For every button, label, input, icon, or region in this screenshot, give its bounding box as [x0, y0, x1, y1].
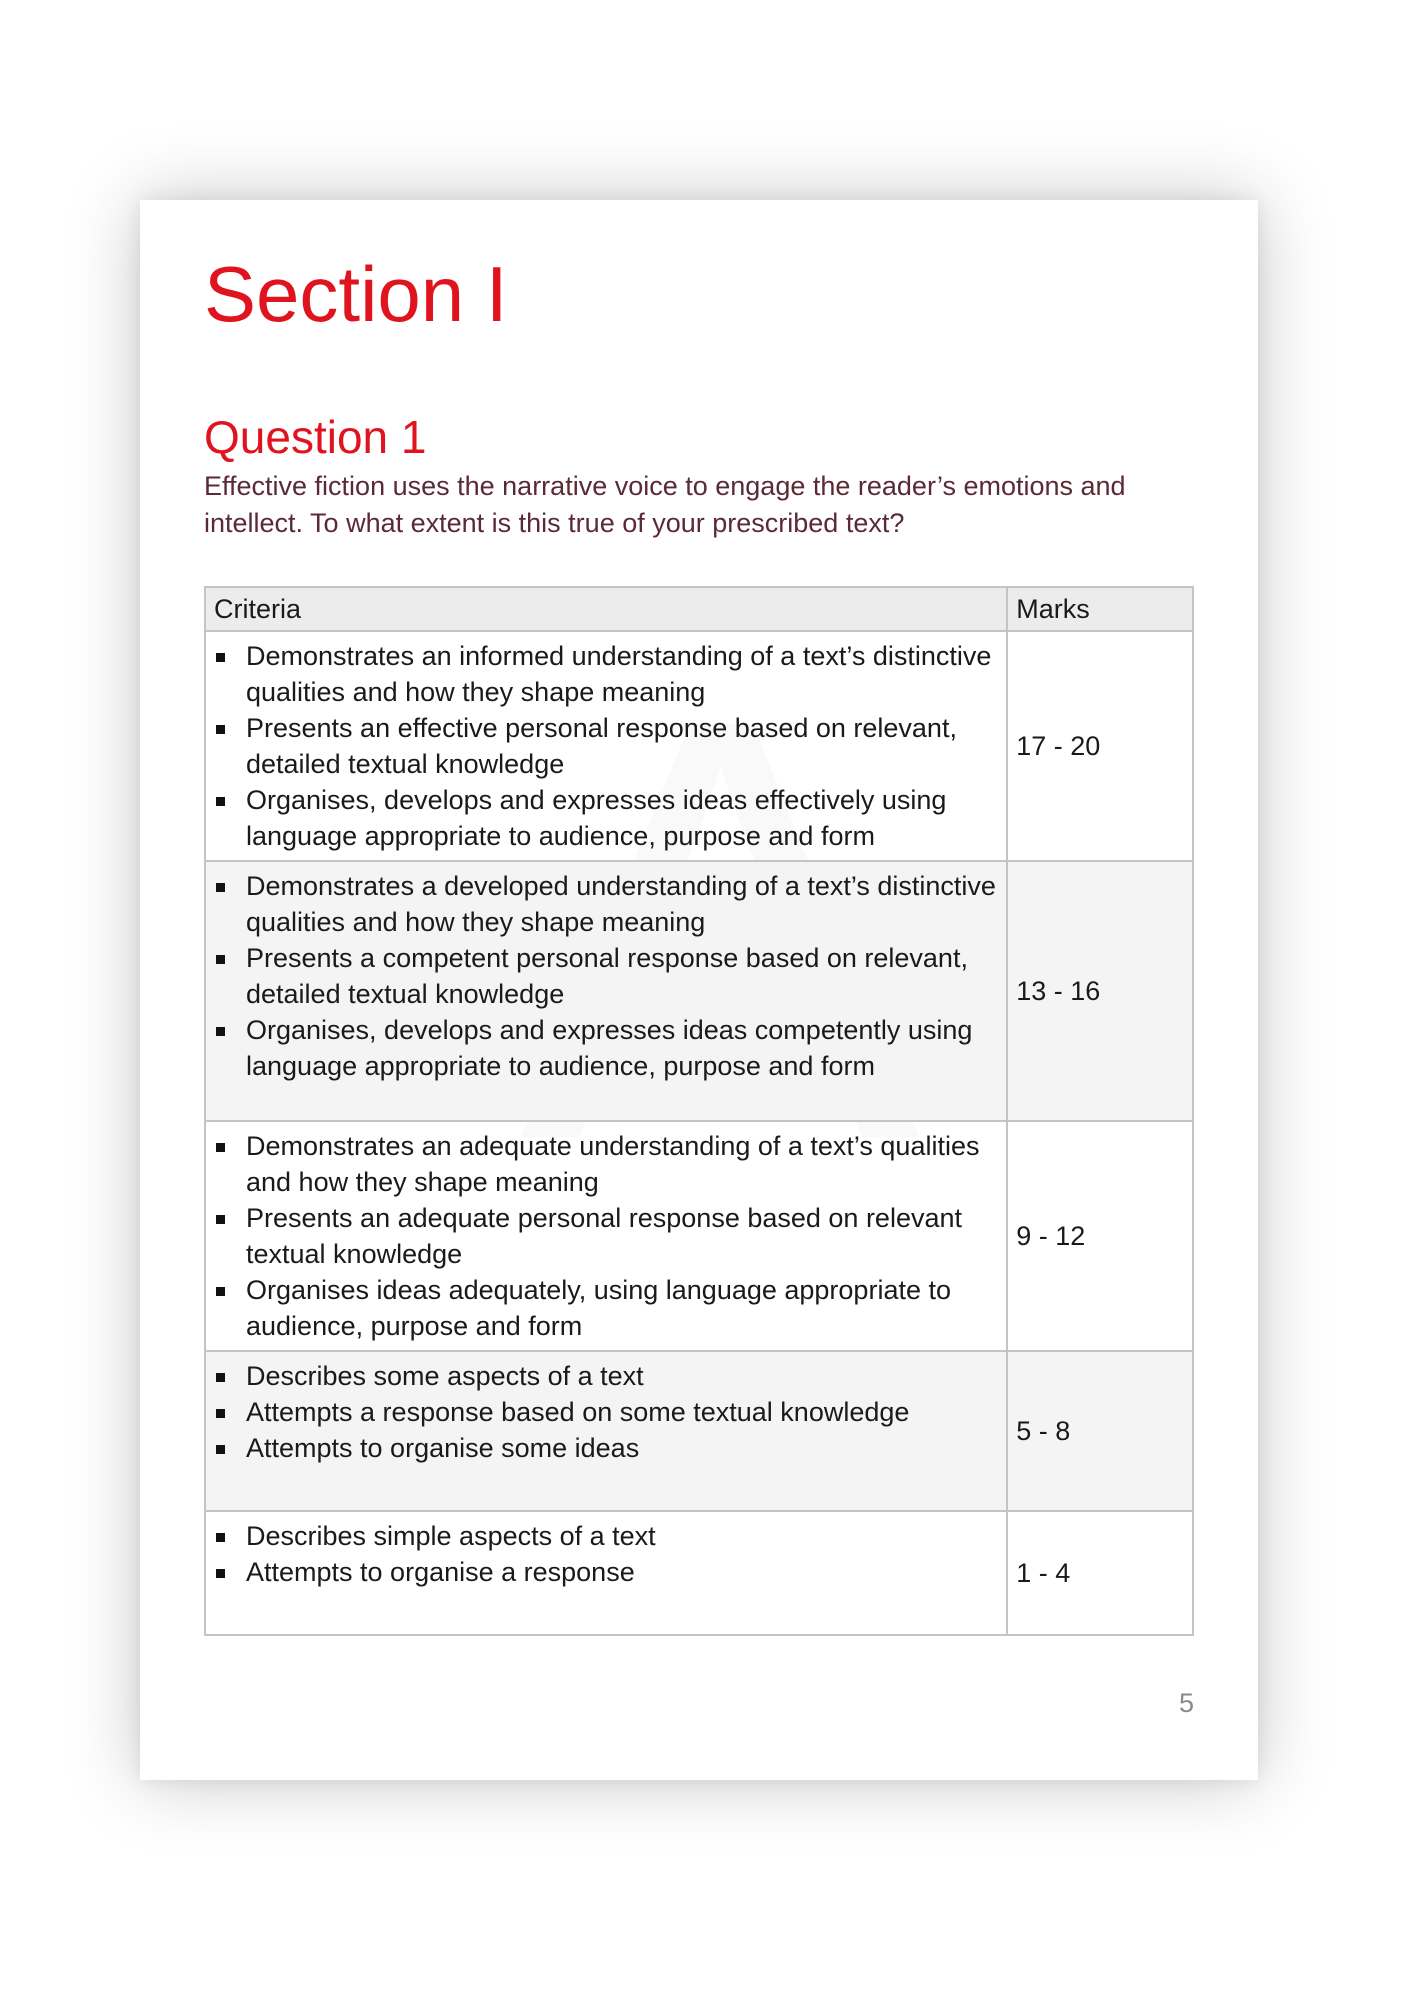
table-header-row [205, 587, 1193, 631]
criteria-cell [205, 1121, 1007, 1351]
marks-cell: 13 - 16 [1007, 861, 1193, 1121]
criteria-cell [205, 861, 1007, 1121]
question-title: Question 1 [204, 411, 427, 463]
list-item: Attempts to organise a response [206, 1554, 1002, 1590]
criteria-list [206, 632, 1006, 860]
criteria-header: Criteria [205, 587, 1007, 631]
criteria-cell [205, 1351, 1007, 1511]
list-item: Organises, develops and expresses ideas competently using language appropriate to audience, purpose and form [206, 1012, 1002, 1084]
table-row [205, 1511, 1193, 1635]
table-row [205, 1351, 1193, 1511]
marks-cell: 17 - 20 [1007, 631, 1193, 861]
table-row [205, 861, 1193, 1121]
list-item: Presents an adequate personal response based on relevant textual knowledge [206, 1200, 1002, 1272]
list-item: Organises, develops and expresses ideas effectively using language appropriate to audience, purpose and form [206, 782, 1002, 854]
marks-cell: 1 - 4 [1007, 1511, 1193, 1635]
criteria-cell [205, 631, 1007, 861]
marks-header: Marks [1007, 587, 1193, 631]
list-item: Describes some aspects of a text [206, 1358, 1002, 1394]
list-item: Demonstrates an adequate understanding of a text’s qualities and how they shape meaning [206, 1128, 1002, 1200]
list-item: Organises ideas adequately, using language appropriate to audience, purpose and form [206, 1272, 1002, 1344]
criteria-list [206, 1352, 1006, 1472]
document-page [140, 200, 1258, 1780]
section-title: Section I [204, 250, 508, 338]
criteria-list [206, 1122, 1006, 1350]
page-number: 5 [1178, 1688, 1194, 1718]
marks-cell: 9 - 12 [1007, 1121, 1193, 1351]
table-row [205, 1121, 1193, 1351]
marks-cell: 5 - 8 [1007, 1351, 1193, 1511]
criteria-list [206, 862, 1006, 1090]
list-item: Presents an effective personal response based on relevant, detailed textual knowledge [206, 710, 1002, 782]
list-item: Describes simple aspects of a text [206, 1518, 1002, 1554]
criteria-cell [205, 1511, 1007, 1635]
marking-criteria-table [204, 586, 1194, 1636]
list-item: Attempts to organise some ideas [206, 1430, 1002, 1466]
list-item: Demonstrates a developed understanding of a text’s distinctive qualities and how they shape meaning [206, 868, 1002, 940]
list-item: Presents a competent personal response based on relevant, detailed textual knowledge [206, 940, 1002, 1012]
question-text: Effective fiction uses the narrative voice to engage the reader’s emotions and intellect. To what extent is this true of your prescribed text? [204, 471, 1126, 538]
list-item: Demonstrates an informed understanding of a text’s distinctive qualities and how they shape meaning [206, 638, 1002, 710]
list-item: Attempts a response based on some textual knowledge [206, 1394, 1002, 1430]
criteria-list [206, 1512, 1006, 1596]
table-row [205, 631, 1193, 861]
